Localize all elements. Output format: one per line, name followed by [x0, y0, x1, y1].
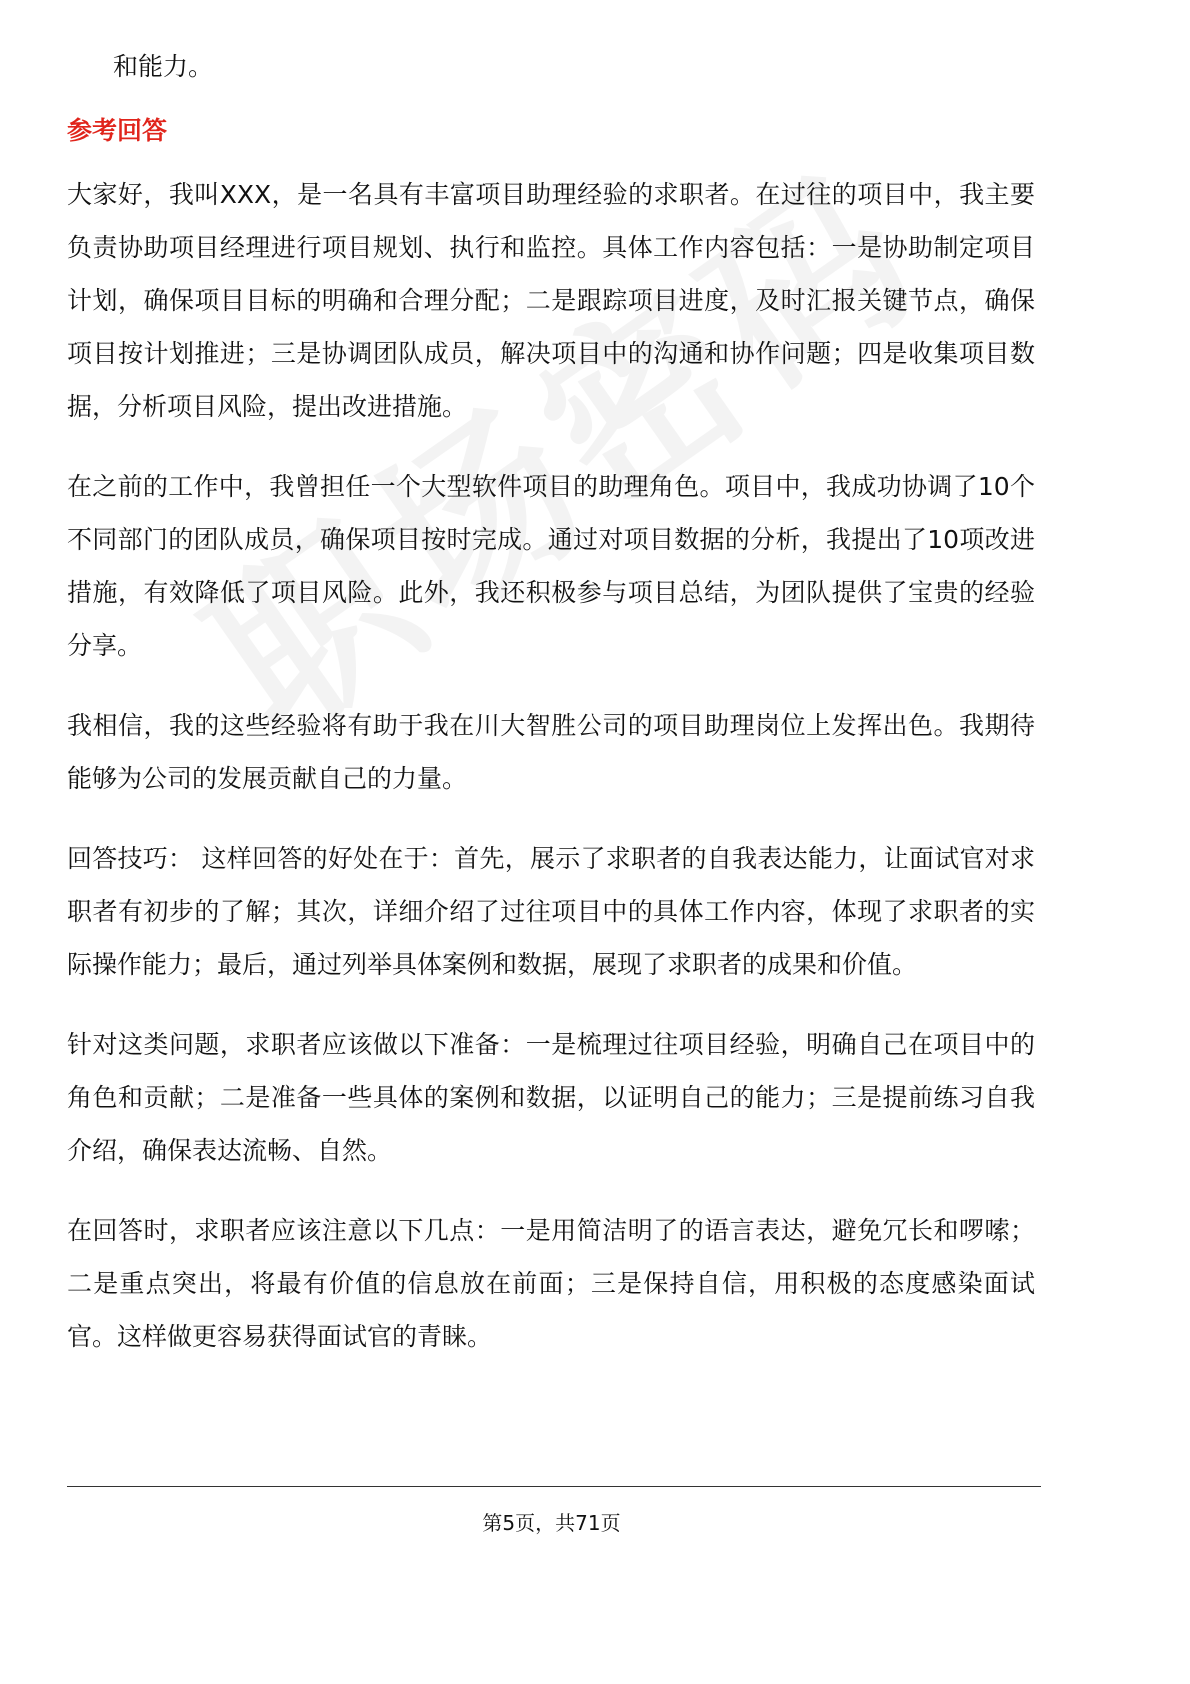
paragraph: 回答技巧： 这样回答的好处在于：首先，展示了求职者的自我表达能力，让面试官对求职者有初步的了解；其次，详细介绍了过往项目中的具体工作内容，体现了求职者的实际操作能力；最后，通过列举具体案例和数据，展现了求职者的成果和价值。	[67, 844, 1035, 979]
section-title: 参考回答	[67, 116, 168, 145]
paragraph: 针对这类问题，求职者应该做以下准备：一是梳理过往项目经验，明确自己在项目中的角色和贡献；二是准备一些具体的案例和数据，以证明自己的能力；三是提前练习自我介绍，确保表达流畅、自然。	[67, 1030, 1035, 1165]
page-number: 第5页，共71页	[482, 1511, 621, 1535]
paragraph: 在回答时，求职者应该注意以下几点：一是用简洁明了的语言表达，避免冗长和啰嗦；二是重点突出，将最有价值的信息放在前面；三是保持自信，用积极的态度感染面试官。这样做更容易获得面试官的青睐。	[67, 1216, 1035, 1351]
paragraph: 大家好，我叫XXX，是一名具有丰富项目助理经验的求职者。在过往的项目中，我主要负责协助项目经理进行项目规划、执行和监控。具体工作内容包括：一是协助制定项目计划，确保项目目标的明确和合理分配；二是跟踪项目进度，及时汇报关键节点，确保项目按计划推进；三是协调团队成员，解决项目中的沟通和协作问题；四是收集项目数据，分析项目风险，提出改进措施。	[67, 180, 1035, 421]
document-body	[67, 40, 1035, 1363]
paragraph: 我相信，我的这些经验将有助于我在川大智胜公司的项目助理岗位上发挥出色。我期待能够为公司的发展贡献自己的力量。	[67, 711, 1035, 793]
footer-divider	[67, 1486, 1041, 1487]
paragraph: 在之前的工作中，我曾担任一个大型软件项目的助理角色。项目中，我成功协调了10个不同部门的团队成员，确保项目按时完成。通过对项目数据的分析，我提出了10项改进措施，有效降低了项目风险。此外，我还积极参与项目总结，为团队提供了宝贵的经验分享。	[67, 472, 1035, 660]
continuation-text: 和能力。	[113, 52, 214, 81]
